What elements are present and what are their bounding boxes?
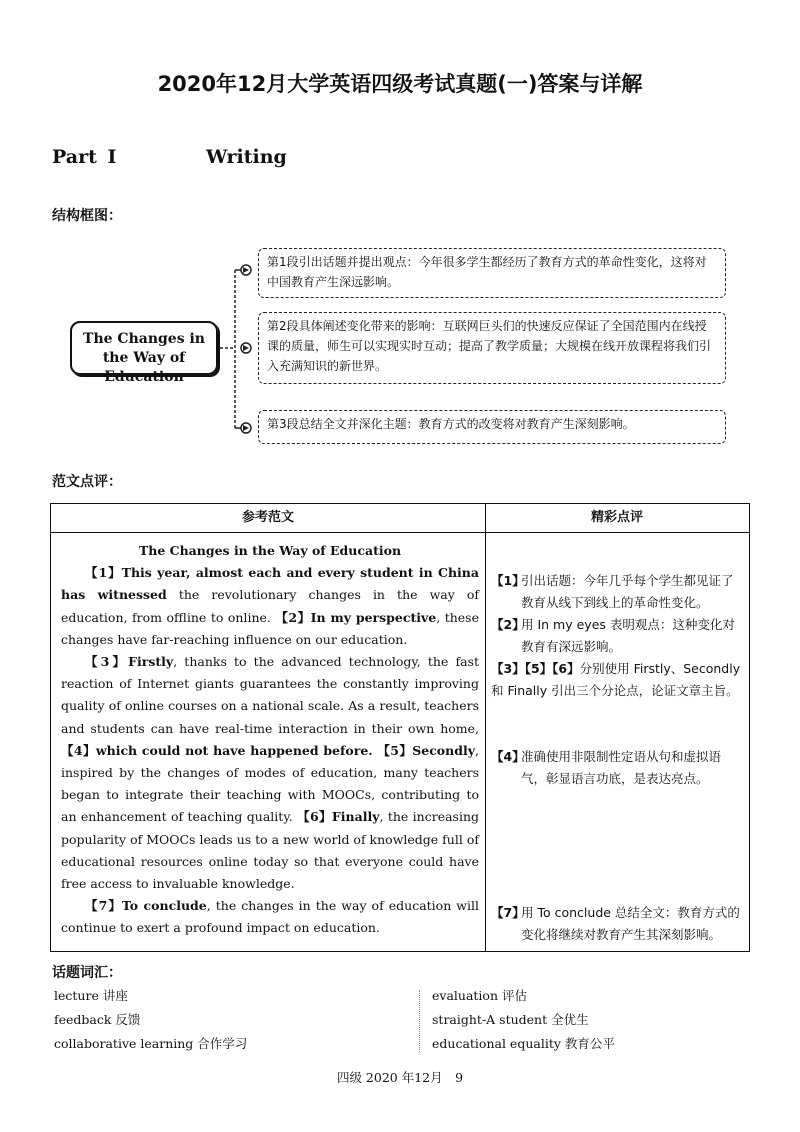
mindmap-branch-3: 第3段总结全文并深化主题：教育方式的改变将对教育产生深刻影响。 <box>258 410 726 444</box>
mindmap-branch-2: 第2段具体阐述变化带来的影响：互联网巨头们的快速反应保证了全国范围内在线授课的质量，师生可以实现实时互动；提高了教学质量；大规模在线开放课程将我们引入充满知识的新世界。 <box>258 312 726 384</box>
part-title: Writing <box>206 146 287 168</box>
essay-title: The Changes in the Way of Education <box>138 543 402 558</box>
mindmap-branch-1: 第1段引出话题并提出观点：今年很多学生都经历了教育方式的革命性变化，这将对中国教育产生深远影响。 <box>258 248 726 298</box>
part-word: Part <box>52 146 97 168</box>
mindmap-connectors <box>0 0 800 460</box>
model-essay <box>61 540 479 940</box>
essay-paragraph-2: 【3】Firstly, thanks to the advanced technology, the fast reaction of Internet giants guarantees the constantly improving quality of online courses on a national scale. As a result, teachers and students can have real-time interaction in their own home, 【4】which could not have happened before. 【5】Secondly, inspired by the changes of modes of education, many teachers began to integrate their teaching with MOOCs, contributing to an enhancement of teaching quality. 【6】Finally, the increasing popularity of MOOCs leads us to a new world of knowledge full of educational resources online today so that everyone could have free access to invaluable knowledge. <box>61 654 480 892</box>
comment-5: 【7】 用 To conclude 总结全文：教育方式的变化将继续对教育产生其深刻影响。 <box>491 905 740 943</box>
comment-1: 【1】 引出话题：今年几乎每个学生都见证了教育从线下到线上的革命性变化。 <box>491 573 734 611</box>
comment-4: 【4】 准确使用非限制性定语从句和虚拟语气，彰显语言功底，是表达亮点。 <box>491 749 722 787</box>
review-table <box>50 503 750 952</box>
table-column-divider <box>485 504 486 951</box>
vocab-label: 话题词汇： <box>52 965 122 981</box>
vocab-item: educational equality 教育公平 <box>432 1036 615 1051</box>
comment-2: 【2】 用 In my eyes 表明观点：这种变化对教育有深远影响。 <box>491 617 735 655</box>
mindmap-root: The Changes in the Way of Education <box>70 321 218 375</box>
table-header-divider <box>51 532 749 533</box>
vocab-item: straight-A student 全优生 <box>432 1012 589 1027</box>
vocab-item: lecture 讲座 <box>54 988 128 1003</box>
page-footer: 四级 2020 年12月 9 <box>336 1070 464 1085</box>
vocab-item: feedback 反馈 <box>54 1012 141 1027</box>
vocab-item: evaluation 评估 <box>432 988 527 1003</box>
comment-3: 【3】【5】【6】分别使用 Firstly、Secondly 和 Finally 引出三个分论点，论证文章主旨。 <box>491 661 741 699</box>
page-title: 2020年12月大学英语四级考试真题(一)答案与详解 <box>157 72 643 96</box>
essay-paragraph-1: 【1】This year, almost each and every student in China has witnessed the revolutionary changes in the way of education, from offline to online. 【2】In my perspective, these changes have far-reaching influence on our education. <box>61 565 480 647</box>
table-header-comments: 精彩点评 <box>590 510 643 525</box>
table-header-essay: 参考范文 <box>241 510 294 525</box>
structure-label: 结构框图： <box>52 208 122 224</box>
part-numeral: Ⅰ <box>107 146 117 168</box>
vocab-divider <box>419 990 420 1052</box>
review-label: 范文点评： <box>52 474 122 490</box>
essay-paragraph-3: 【7】To conclude, the changes in the way of education will continue to exert a profound impact on education. <box>61 898 479 936</box>
vocab-item: collaborative learning 合作学习 <box>54 1036 248 1051</box>
